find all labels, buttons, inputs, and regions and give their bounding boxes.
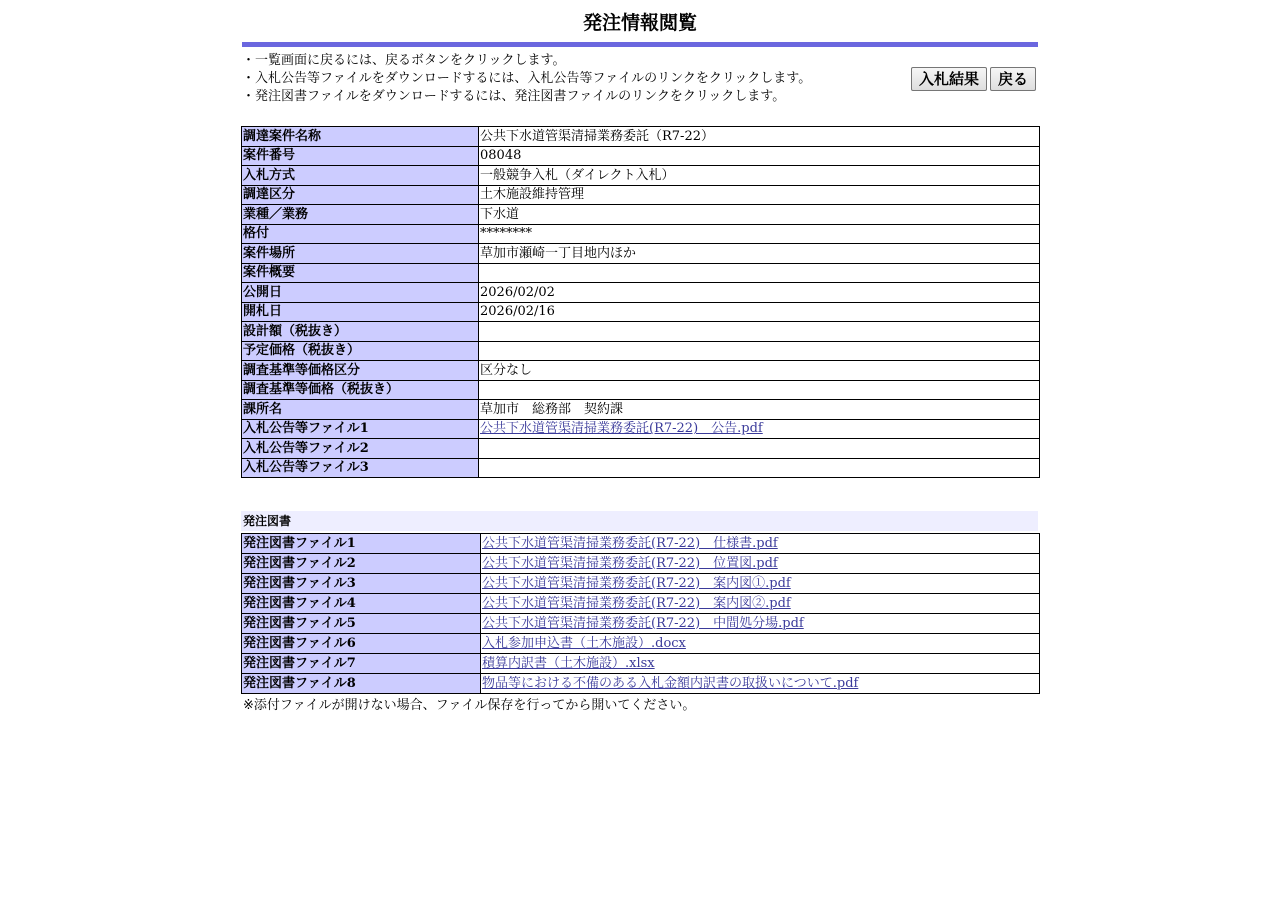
doc-file-link[interactable]: 入札参加申込書（土木施設）.docx — [482, 635, 686, 651]
table-row — [242, 439, 1040, 459]
table-row — [242, 224, 1040, 244]
table-row — [242, 146, 1040, 166]
order-docs-table — [241, 533, 1040, 694]
row-value — [481, 574, 1040, 594]
row-label: 案件場所 — [242, 244, 479, 264]
table-row — [242, 674, 1040, 694]
row-label: 調達案件名称 — [242, 127, 479, 147]
table-row — [242, 380, 1040, 400]
row-label: 発注図書ファイル7 — [242, 654, 481, 674]
footnote: ※添付ファイルが開けない場合、ファイル保存を行ってから開いてください。 — [243, 698, 696, 713]
doc-file-link[interactable]: 公共下水道管渠清掃業務委託(R7-22) 案内図①.pdf — [482, 575, 791, 591]
row-label: 案件番号 — [242, 146, 479, 166]
table-row — [242, 127, 1040, 147]
row-value: 08048 — [479, 146, 1040, 166]
doc-file-link[interactable]: 公共下水道管渠清掃業務委託(R7-22) 位置図.pdf — [482, 555, 778, 571]
row-value — [481, 614, 1040, 634]
row-value — [479, 439, 1040, 459]
page-title: 発注情報閲覧 — [582, 12, 697, 34]
row-value: 公共下水道管渠清掃業務委託（R7-22） — [479, 127, 1040, 147]
row-value — [479, 322, 1040, 342]
table-row — [242, 574, 1040, 594]
table-row — [242, 361, 1040, 381]
row-value: ******** — [479, 224, 1040, 244]
doc-file-link[interactable]: 公共下水道管渠清掃業務委託(R7-22) 仕様書.pdf — [482, 535, 778, 551]
row-label: 予定価格（税抜き） — [242, 341, 479, 361]
table-row — [242, 594, 1040, 614]
table-row — [242, 634, 1040, 654]
docs-section-title: 発注図書 — [241, 511, 1038, 531]
row-value — [481, 554, 1040, 574]
row-label: 案件概要 — [242, 263, 479, 283]
row-value — [479, 419, 1040, 439]
table-row — [242, 244, 1040, 264]
row-label: 調査基準等価格（税抜き） — [242, 380, 479, 400]
table-row — [242, 341, 1040, 361]
row-label: 発注図書ファイル6 — [242, 634, 481, 654]
title-divider — [242, 42, 1038, 47]
row-label: 入札公告等ファイル1 — [242, 419, 479, 439]
row-value — [481, 654, 1040, 674]
row-value: 2026/02/02 — [479, 283, 1040, 303]
table-row — [242, 263, 1040, 283]
row-label: 入札公告等ファイル2 — [242, 439, 479, 459]
row-label: 発注図書ファイル4 — [242, 594, 481, 614]
table-row — [242, 654, 1040, 674]
row-label: 開札日 — [242, 302, 479, 322]
row-label: 発注図書ファイル2 — [242, 554, 481, 574]
row-value: 土木施設維持管理 — [479, 185, 1040, 205]
instruction-line: ・一覧画面に戻るには、戻るボタンをクリックします。 — [242, 53, 566, 68]
row-label: 発注図書ファイル1 — [242, 534, 481, 554]
row-label: 発注図書ファイル8 — [242, 674, 481, 694]
table-row — [242, 614, 1040, 634]
action-buttons — [911, 67, 1036, 91]
instruction-line: ・入札公告等ファイルをダウンロードするには、入札公告等ファイルのリンクをクリックします。 — [242, 71, 812, 86]
table-row — [242, 322, 1040, 342]
row-value — [479, 263, 1040, 283]
bid-result-button[interactable]: 入札結果 — [911, 67, 987, 91]
table-row — [242, 205, 1040, 225]
order-info-table — [241, 126, 1040, 478]
row-label: 調査基準等価格区分 — [242, 361, 479, 381]
doc-file-link[interactable]: 公共下水道管渠清掃業務委託(R7-22) 中間処分場.pdf — [482, 615, 804, 631]
row-value — [481, 674, 1040, 694]
table-row — [242, 400, 1040, 420]
row-value: 下水道 — [479, 205, 1040, 225]
row-value — [481, 634, 1040, 654]
back-button[interactable]: 戻る — [990, 67, 1036, 91]
row-label: 発注図書ファイル3 — [242, 574, 481, 594]
row-value: 草加市 総務部 契約課 — [479, 400, 1040, 420]
table-row — [242, 283, 1040, 303]
table-row — [242, 302, 1040, 322]
row-value — [479, 380, 1040, 400]
doc-file-link[interactable]: 公共下水道管渠清掃業務委託(R7-22) 案内図②.pdf — [482, 595, 791, 611]
instructions — [242, 52, 811, 106]
row-value: 一般競争入札（ダイレクト入札） — [479, 166, 1040, 186]
table-row — [242, 458, 1040, 478]
row-label: 調達区分 — [242, 185, 479, 205]
row-value: 草加市瀬崎一丁目地内ほか — [479, 244, 1040, 264]
table-row — [242, 166, 1040, 186]
row-value: 2026/02/16 — [479, 302, 1040, 322]
row-label: 課所名 — [242, 400, 479, 420]
row-value — [481, 534, 1040, 554]
row-label: 業種／業務 — [242, 205, 479, 225]
table-row — [242, 185, 1040, 205]
table-row — [242, 554, 1040, 574]
row-label: 公開日 — [242, 283, 479, 303]
instruction-line: ・発注図書ファイルをダウンロードするには、発注図書ファイルのリンクをクリックします。 — [242, 89, 786, 104]
row-value — [479, 341, 1040, 361]
row-label: 入札公告等ファイル3 — [242, 458, 479, 478]
row-value — [479, 458, 1040, 478]
doc-file-link[interactable]: 積算内訳書（土木施設）.xlsx — [482, 655, 655, 671]
row-label: 発注図書ファイル5 — [242, 614, 481, 634]
row-label: 入札方式 — [242, 166, 479, 186]
table-row — [242, 419, 1040, 439]
table-row — [242, 534, 1040, 554]
row-label: 設計額（税抜き） — [242, 322, 479, 342]
row-value: 区分なし — [479, 361, 1040, 381]
doc-file-link[interactable]: 物品等における不備のある入札金額内訳書の取扱いについて.pdf — [482, 675, 859, 691]
notice-file-link[interactable]: 公共下水道管渠清掃業務委託(R7-22) 公告.pdf — [480, 421, 763, 437]
row-label: 格付 — [242, 224, 479, 244]
row-value — [481, 594, 1040, 614]
